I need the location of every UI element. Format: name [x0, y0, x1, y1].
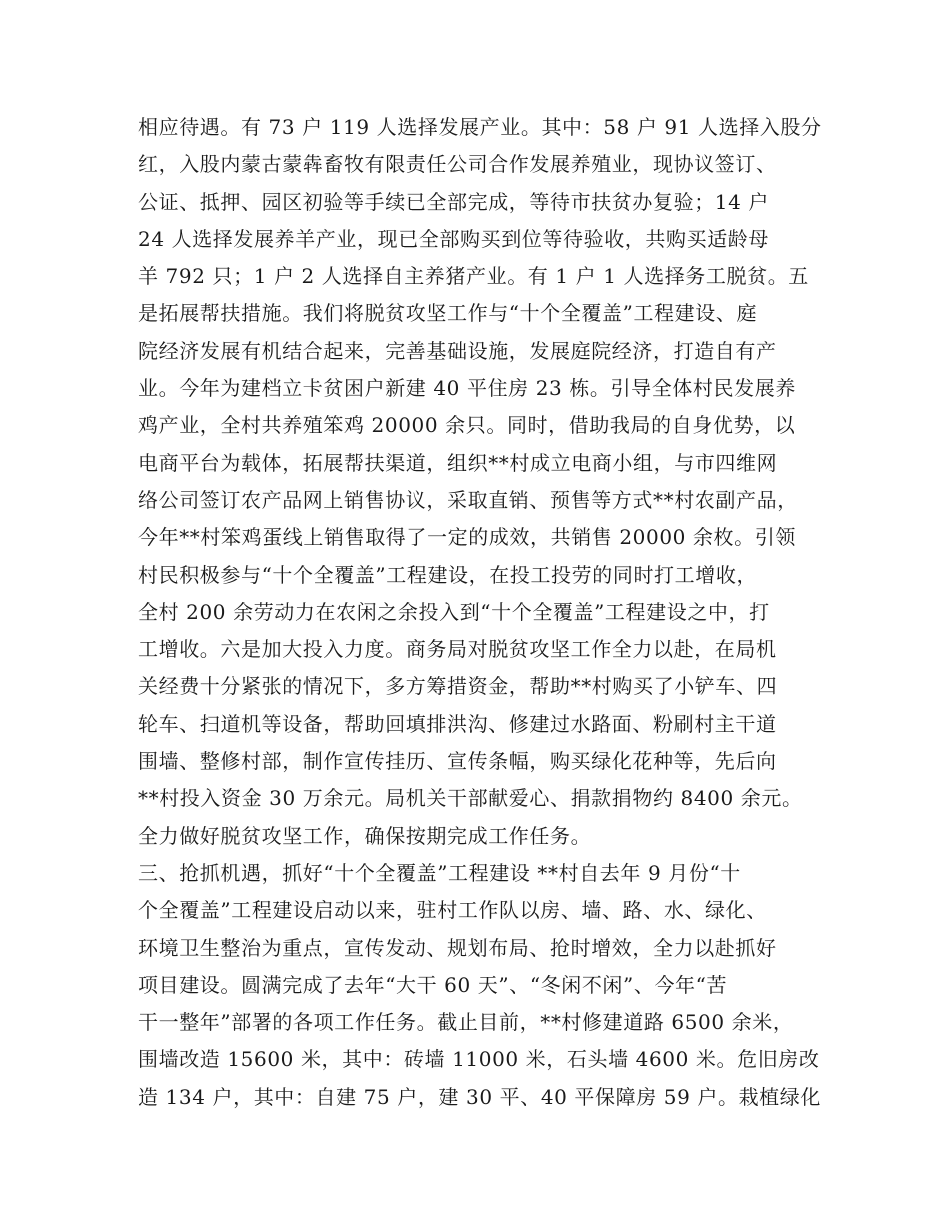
body-text	[138, 109, 838, 1116]
text-line: 业。今年为建档立卡贫困户新建 40 平住房 23 栋。引导全体村民发展养	[138, 376, 796, 401]
text-line: 红，入股内蒙古蒙犇畜牧有限责任公司合作发展养殖业，现协议签订、	[138, 152, 777, 177]
text-line: 公证、抵押、园区初验等手续已全部完成，等待市扶贫办复验；14 户	[138, 189, 770, 214]
section-heading-line: 三、抢抓机遇，抓好“十个全覆盖”工程建设 **村自去年 9 月份“十	[138, 860, 741, 885]
text-line: 鸡产业，全村共养殖笨鸡 20000 余只。同时，借助我局的自身优势，以	[138, 413, 796, 438]
text-line: 相应待遇。有 73 户 119 人选择发展产业。其中：58 户 91 人选择入股分	[138, 115, 822, 139]
text-line: 工增收。六是加大投入力度。商务局对脱贫攻坚工作全力以赴，在局机	[138, 637, 777, 662]
text-line: 全村 200 余劳动力在农闲之余投入到“十个全覆盖”工程建设之中，打	[138, 599, 770, 624]
text-line: 24 人选择发展养羊产业，现已全部购买到位等待验收，共购买适龄母	[138, 226, 770, 251]
text-line: 轮车、扫道机等设备，帮助回填排洪沟、修建过水路面、粉刷村主干道	[138, 711, 777, 736]
text-line: 院经济发展有机结合起来，完善基础设施，发展庭院经济，打造自有产	[138, 338, 777, 363]
text-line: 关经费十分紧张的情况下，多方筹措资金，帮助**村购买了小铲车、四	[138, 674, 778, 699]
text-line: 电商平台为载体，拓展帮扶渠道，组织**村成立电商小组，与市四维网	[138, 450, 778, 475]
text-line: 全力做好脱贫攻坚工作，确保按期完成工作任务。	[138, 823, 592, 848]
text-line: 环境卫生整治为重点，宣传发动、规划布局、抢时增效，全力以赴抓好	[138, 935, 777, 960]
text-line: 羊 792 只；1 户 2 人选择自主养猪产业。有 1 户 1 人选择务工脱贫。五	[138, 264, 809, 289]
text-line: 村民积极参与“十个全覆盖”工程建设，在投工投劳的同时打工增收，	[138, 562, 758, 587]
text-line: 是拓展帮扶措施。我们将脱贫攻坚工作与“十个全覆盖”工程建设、庭	[138, 301, 758, 326]
text-line: 个全覆盖”工程建设启动以来，驻村工作队以房、墙、路、水、绿化、	[138, 898, 767, 923]
text-line: 干一整年”部署的各项工作任务。截止目前，**村修建道路 6500 余米，	[138, 1010, 794, 1035]
text-line: 络公司签订农产品网上销售协议，采取直销、预售等方式**村农副产品，	[138, 487, 798, 512]
text-line: 造 134 户，其中：自建 75 户，建 30 平、40 平保障房 59 户。栽植绿化	[138, 1084, 821, 1109]
text-line: 围墙改造 15600 米，其中：砖墙 11000 米，石头墙 4600 米。危旧房改	[138, 1047, 820, 1072]
text-line: 今年**村笨鸡蛋线上销售取得了一定的成效，共销售 20000 余枚。引领	[138, 525, 796, 550]
text-line: 围墙、整修村部，制作宣传挂历、宣传条幅，购买绿化花种等，先后向	[138, 749, 777, 774]
text-line: 项目建设。圆满完成了去年“大干 60 天”、“冬闲不闲”、今年“苦	[138, 972, 728, 997]
text-line: **村投入资金 30 万余元。局机关干部献爱心、捐款捐物约 8400 余元。	[138, 786, 803, 811]
